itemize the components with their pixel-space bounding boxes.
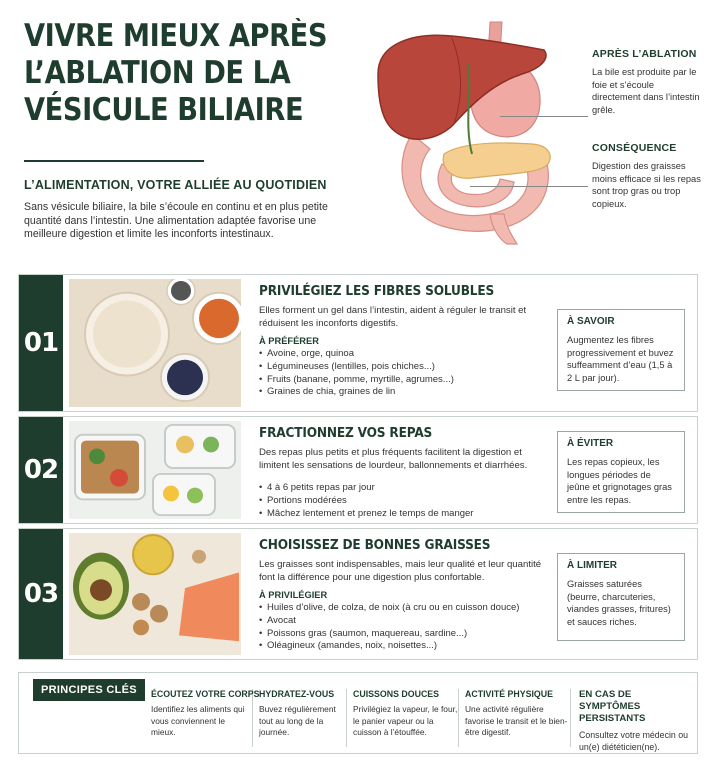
page-title [24,18,328,129]
section-title: FRACTIONNEZ VOS REPAS [259,425,433,441]
page-subtitle: L’ALIMENTATION, VOTRE ALLIÉE AU QUOTIDIEN [24,178,327,192]
note-after-ablation [592,48,704,116]
healthy-fats-photo [69,533,241,655]
section-list [259,482,549,520]
section-repas [18,416,698,524]
principle-title: ACTIVITÉ PHYSIQUE [465,689,553,699]
note-consequence [592,142,704,210]
principle-text: Privilégiez la vapeur, le four, le panier vapeur ou la cuisson à l’étouffée. [353,704,458,737]
section-list-label: À PRIVILÉGIER [259,590,328,600]
section-title: PRIVILÉGIEZ LES FIBRES SOLUBLES [259,283,495,299]
principles-panel [18,672,698,754]
section-body [259,537,549,653]
side-notes [592,48,704,210]
note-title: CONSÉQUENCE [592,142,677,154]
section-list [259,602,549,653]
section-list [259,348,549,399]
principle-hydrate [259,689,347,747]
list-item: • 4 à 6 petits repas par jour [259,482,549,495]
meal-prep-photo [69,421,241,519]
list-item: • Fruits (banane, pomme, myrtille, agrumes...) [259,374,549,387]
oats-photo [69,279,241,407]
intro-text: Sans vésicule biliaire, la bile s’écoule en continu et en plus petite quantité dans l’intestin. Une alimentation adaptée favorise une meilleure digestion et limite les inconforts intestinaux. [24,201,328,240]
principle-text: Identifiez les aliments qui vous conviennent le mieux. [151,704,245,737]
principle-cooking [353,689,459,747]
section-number: 03 [19,529,63,659]
principle-title: CUISSONS DOUCES [353,689,440,699]
page-title-line-2: L’ABLATION DE LA [24,55,291,91]
leader-line-2 [470,186,588,187]
principles-label: PRINCIPES CLÉS [33,679,145,701]
list-item: • Portions modérées [259,495,549,508]
principle-text: Buvez régulièrement tout au long de la journée. [259,704,336,737]
section-number: 02 [19,417,63,523]
principle-title: HYDRATEZ-VOUS [259,689,335,699]
section-fibres [18,274,698,412]
info-box-title: À SAVOIR [567,316,615,327]
principle-listen [151,689,260,747]
info-box-title: À ÉVITER [567,438,614,449]
principle-text: Une activité régulière favorise le transit et le bien-être digestif. [465,704,568,737]
principle-title: EN CAS DE SYMPTÔMES PERSISTANTS [579,689,646,724]
principle-symptoms [579,689,693,752]
info-box [557,309,685,391]
list-item: • Graines de chia, graines de lin [259,386,549,399]
section-title: CHOISISSEZ DE BONNES GRAISSES [259,537,491,553]
title-divider [24,160,204,162]
principle-text: Consultez votre médecin ou un(e) diététicien(ne). [579,730,689,752]
note-text: Digestion des graisses moins efficace si les repas sont trop gras ou trop copieux. [592,161,701,209]
info-box-text: Les repas copieux, les longues périodes de jeûne et grignotages gras entre les repas. [567,457,672,505]
section-description: Des repas plus petits et plus fréquents facilitent la digestion et limitent les sensations de lourdeur, ballonnements et diarrhées. [259,447,528,471]
list-item: • Huiles d’olive, de colza, de noix (à cru ou en cuisson douce) [259,602,549,615]
section-number: 01 [19,275,63,411]
info-box-text: Graisses saturées (beurre, charcuteries, viandes grasses, fritures) et sauces riches. [567,579,671,627]
list-item: • Poissons gras (saumon, maquereau, sardine...) [259,628,549,641]
section-graisses [18,528,698,660]
info-box-text: Augmentez les fibres progressivement et buvez suffeamment d’eau (1,5 à 2 L par jour). [567,335,674,383]
list-item: • Légumineuses (lentilles, pois chiches...) [259,361,549,374]
list-item: • Oléagineux (amandes, noix, noisettes...) [259,640,549,653]
list-item: • Avoine, orge, quinoa [259,348,549,361]
principle-title: ÉCOUTEZ VOTRE CORPS [151,689,260,699]
section-description: Elles forment un gel dans l’intestin, aident à réguler le transit et réduisent les inconforts digestifs. [259,305,527,329]
list-item: • Mâchez lentement et prenez le temps de manger [259,508,549,521]
page-title-line-1: VIVRE MIEUX APRÈS [24,18,328,54]
info-box [557,431,685,513]
liver-illustration [372,14,580,246]
leader-line-1 [500,116,588,117]
principle-activity [465,689,571,747]
section-body [259,283,549,399]
list-item: • Avocat [259,615,549,628]
section-description: Les graisses sont indispensables, mais leur qualité et leur quantité font la différence pour une digestion plus confortable. [259,559,542,583]
note-text: La bile est produite par le foie et s’écoule directement dans l’intestin grêle. [592,67,700,115]
section-body [259,425,549,520]
note-title: APRÈS L’ABLATION [592,48,697,60]
info-box [557,553,685,641]
info-box-title: À LIMITER [567,560,617,571]
page-title-line-3: VÉSICULE BILIAIRE [24,92,304,128]
section-list-label: À PRÉFÉRER [259,336,319,346]
